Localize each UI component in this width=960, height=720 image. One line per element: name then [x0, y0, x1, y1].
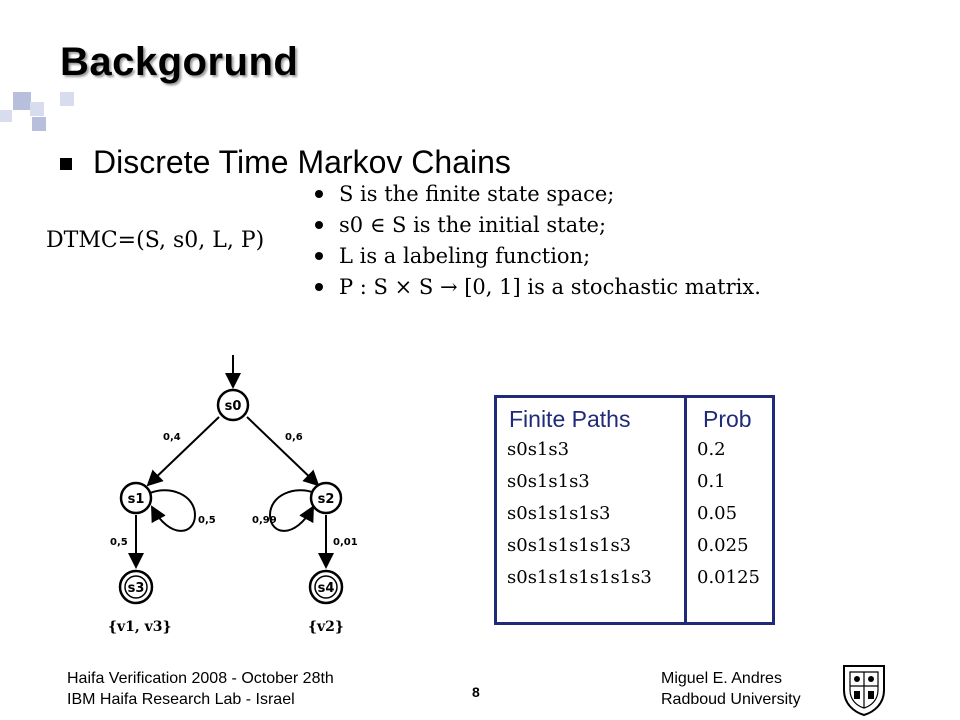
dtmc-formula-text: DTMC=(S, s0, L, P) — [46, 228, 265, 253]
state-label: s2 — [317, 492, 335, 507]
decorative-squares — [0, 92, 90, 137]
slide-title: Backgorund — [60, 40, 299, 84]
state-label: s4 — [317, 581, 335, 596]
edge-s1-loop — [150, 490, 195, 531]
footer-venue: IBM Haifa Research Lab - Israel — [67, 691, 295, 708]
bullet-dot-icon — [315, 221, 323, 229]
footer-right — [661, 668, 801, 710]
table-cell-prob: 0.025 — [697, 535, 749, 556]
table-cell-path: s0s1s1s1s1s3 — [507, 535, 632, 556]
state-s3-labels: {v1, v3} — [108, 619, 172, 635]
definition-text: S is the finite state space; — [339, 181, 615, 206]
footer-event: Haifa Verification 2008 - October 28th — [67, 670, 334, 687]
bullet-dot-icon — [315, 252, 323, 260]
table-cell-path: s0s1s1s1s1s1s3 — [507, 567, 652, 588]
definition-item — [315, 271, 761, 302]
table-cell-path: s0s1s1s1s3 — [507, 503, 611, 524]
table-divider — [684, 398, 687, 622]
bullet-dot-icon — [315, 283, 323, 291]
table-cell-path: s0s1s1s3 — [507, 471, 590, 492]
university-seal-logo — [840, 660, 888, 716]
definition-text: P : S × S → [0, 1] is a stochastic matrix. — [339, 274, 761, 299]
table-cell-path: s0s1s3 — [507, 439, 570, 460]
bullet-dot-icon — [315, 190, 323, 198]
definition-item — [315, 209, 761, 240]
definition-text: s0 ∈ S is the initial state; — [339, 212, 607, 237]
section-heading: Discrete Time Markov Chains — [93, 144, 511, 180]
probs-column — [697, 434, 760, 594]
footer-left — [67, 668, 334, 710]
table-cell-prob: 0.0125 — [697, 567, 760, 588]
edge-label: 0,99 — [252, 515, 277, 526]
state-s4-labels: {v2} — [308, 619, 344, 635]
state-label: s1 — [127, 492, 145, 507]
edge-label: 0,6 — [285, 432, 303, 443]
markov-chain-diagram — [100, 345, 400, 645]
state-label: s0 — [224, 399, 242, 414]
footer-author: Miguel E. Andres — [661, 670, 782, 687]
paths-column — [507, 434, 652, 594]
definition-item — [315, 178, 761, 209]
edge-s0-s1 — [148, 417, 219, 485]
edge-s0-s2 — [247, 417, 318, 485]
table-header-paths: Finite Paths — [509, 406, 631, 432]
bullet-square-icon — [60, 158, 72, 170]
edge-label: 0,5 — [198, 515, 216, 526]
edge-label: 0,4 — [163, 432, 181, 443]
definitions-list — [315, 178, 761, 302]
state-label: s3 — [127, 581, 145, 596]
page-number: 8 — [472, 684, 480, 700]
finite-paths-table — [494, 395, 775, 625]
definition-item — [315, 240, 761, 271]
table-cell-prob: 0.1 — [697, 471, 726, 492]
edge-label: 0,5 — [110, 537, 128, 548]
footer-affiliation: Radboud University — [661, 691, 801, 708]
definition-text: L is a labeling function; — [339, 243, 591, 268]
table-cell-prob: 0.05 — [697, 503, 738, 524]
table-header-prob: Prob — [703, 406, 752, 432]
edge-label: 0,01 — [333, 537, 358, 548]
edge-s2-loop — [270, 490, 315, 531]
table-cell-prob: 0.2 — [697, 439, 726, 460]
dtmc-formula — [46, 228, 264, 253]
